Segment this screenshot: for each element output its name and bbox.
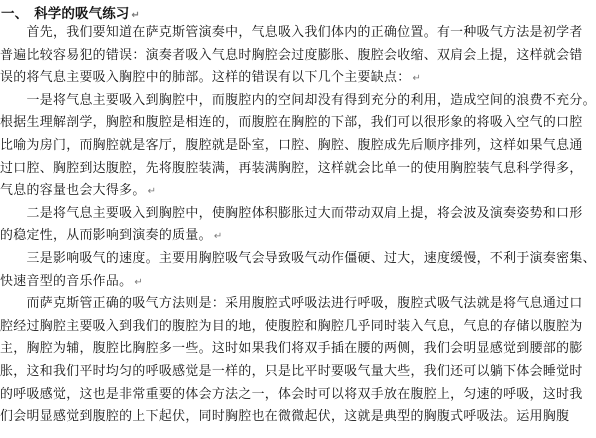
text-line-content: 快速音型的音乐作品。 xyxy=(0,273,133,289)
text-line xyxy=(0,67,526,89)
text-line xyxy=(0,180,526,202)
text-line-content: 主，胸腔为辅，腹腔比胸腔多一些。这时如果我们将双手插在腰的两侧，我们会明显感觉到腰部的膨 xyxy=(0,341,583,357)
text-line xyxy=(0,293,583,315)
text-line-content: 而萨克斯管正确的吸气方法则是：采用腹腔式呼吸法进行呼吸，腹腔式吸气法就是将气息通过口 xyxy=(0,296,583,312)
text-line xyxy=(0,248,596,270)
text-line-content: 腔经过胸腔主要吸入到我们的腹腔为目的地，使腹腔和胸腔几乎同时装入气息，气息的存储以腹腔为 xyxy=(0,318,583,334)
text-line xyxy=(0,225,526,247)
section-heading-index: 一、 xyxy=(1,6,29,22)
text-line xyxy=(0,316,583,338)
text-line-content: 根据生理解剖学，胸腔和腹腔是相连的，而腹腔在胸腔的下部，我们可以很形象的将吸入空气的口腔 xyxy=(0,115,583,131)
section-heading-text: 科学的吸气练习 xyxy=(34,6,130,22)
text-line-content: 三是影响吸气的速度。主要用胸腔吸气会导致吸气动作僵硬、过大，速度缓慢，不利于演奏密集、 xyxy=(0,251,596,266)
text-line-content: 们会明显感觉到腹腔的上下起伏，同时胸腔也在微微起伏，这就是典型的胸腹式呼吸法。运用胸腹 xyxy=(0,409,570,425)
text-line xyxy=(0,22,583,44)
text-line-content: 气息的容量也会大得多。 xyxy=(0,183,146,199)
paragraph-mark-icon: ↵ xyxy=(131,10,140,21)
text-line xyxy=(0,158,583,180)
paragraph-mark-icon: ↵ xyxy=(134,276,143,288)
text-line xyxy=(0,384,583,406)
text-line-content: 一是将气息主要吸入到胸腔中，而腹腔内的空间却没有得到充分的利用，造成空间的浪费不充分。 xyxy=(0,92,596,108)
section-heading xyxy=(1,2,140,22)
text-line xyxy=(0,406,570,428)
paragraph-mark-icon: ↵ xyxy=(213,231,223,243)
text-line xyxy=(0,112,583,134)
text-line xyxy=(0,45,583,67)
text-line-content: 普遍比较容易犯的错误：演奏者吸入气息时胸腔会过度膨胀、腹腔会收缩、双肩会上提，这样就会错 xyxy=(0,47,583,63)
text-line xyxy=(0,135,583,157)
text-line-content: 的呼吸感觉，这也是非常重要的体会方法之一，体会时可以将双手放在腹腔上，匀速的呼吸，这时我 xyxy=(0,386,583,402)
paragraph-mark-icon: ↵ xyxy=(147,186,157,198)
text-line xyxy=(0,338,583,360)
text-line-content: 二是将气息主要吸入到胸腔中，使胸腔体积膨胀过大而带动双肩上提，将会波及演奏姿势和口形 xyxy=(0,205,583,221)
text-line-content: 的稳定性，从而影响到演奏的质量。 xyxy=(0,228,212,244)
text-line-content: 首先，我们要知道在萨克斯管演奏中，气息吸入我们体内的正确位置。有一种吸气方法是初学者 xyxy=(0,25,583,40)
text-line xyxy=(0,203,583,225)
text-line xyxy=(0,361,583,383)
text-line xyxy=(0,271,526,293)
text-line xyxy=(0,90,596,112)
text-line-content: 比喻为房门，而胸腔就是客厅，腹腔就是卧室，口腔、胸腔、腹腔成先后顺序排列，这样如果气息通 xyxy=(0,138,583,153)
text-line-content: 过口腔、胸腔到达腹腔，先将腹腔装满，再装满胸腔，这样就会比单一的使用胸腔装气息科学得多， xyxy=(0,160,583,176)
text-line-content: 误的将气息主要吸入胸腔中的肺部。这样的错误有以下几个主要缺点： xyxy=(0,70,411,86)
text-line-content: 胀，这和我们平时均匀的呼吸感觉是一样的，只是比平时要吸气量大些，我们还可以躺下体会睡觉时 xyxy=(0,364,583,379)
paragraph-mark-icon: ↵ xyxy=(412,73,421,85)
